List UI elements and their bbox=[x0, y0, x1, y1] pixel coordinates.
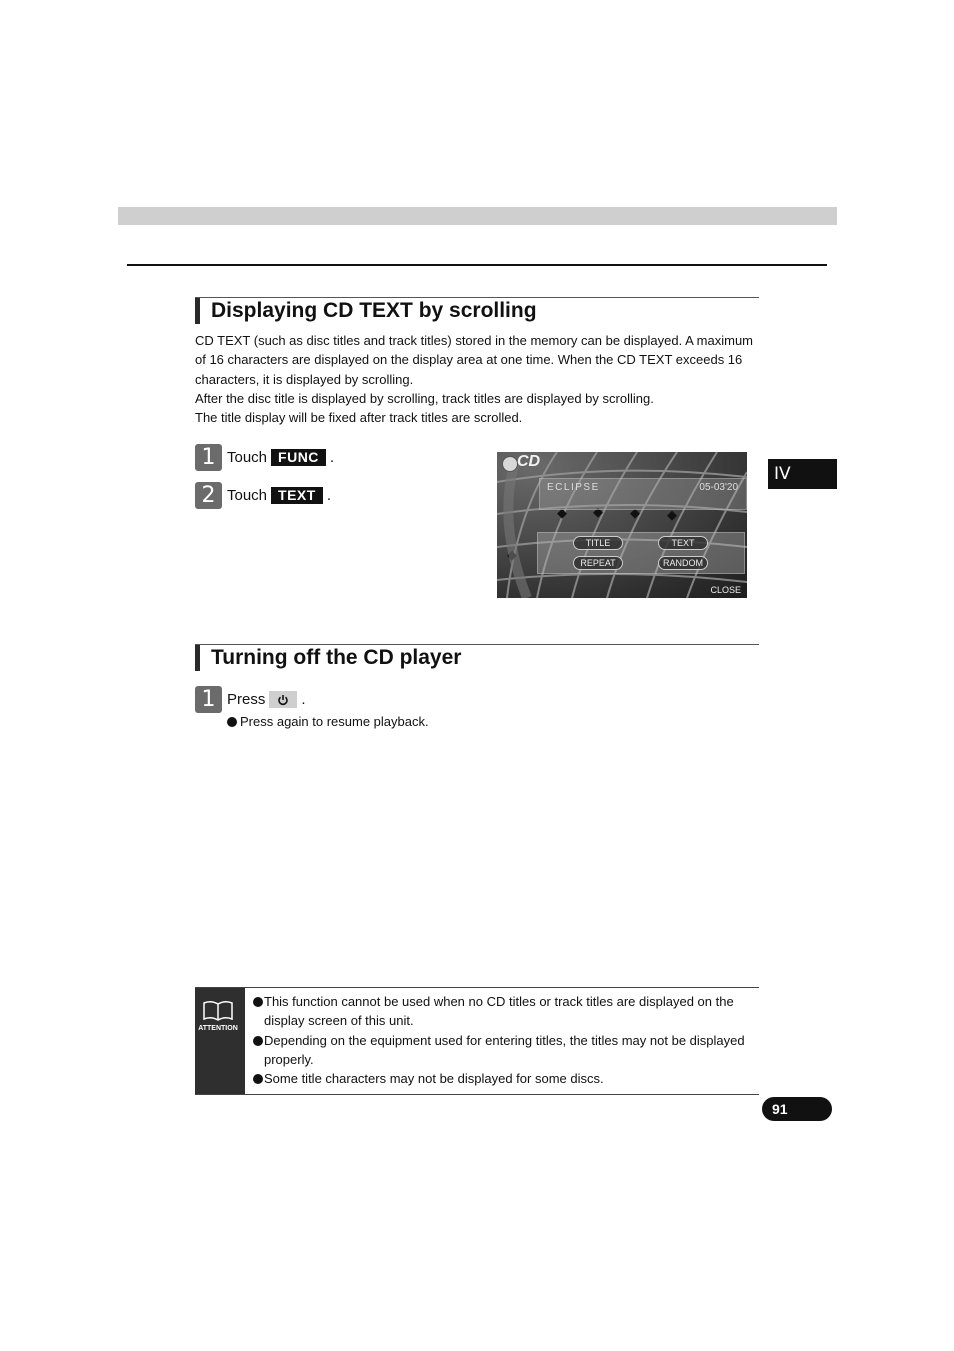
step-number: 1 bbox=[195, 444, 222, 471]
paragraph: CD TEXT (such as disc titles and track titles) stored in the memory can be displayed. A maximum of 16 characters are displayed on the display area at one time. When the CD TEXT exceeds 16 characters, it is displayed by scrolling. bbox=[195, 333, 754, 387]
random-button[interactable]: RANDOM bbox=[658, 556, 708, 570]
paragraph: After the disc title is displayed by scrolling, track titles are displayed by scrolling. bbox=[195, 390, 654, 406]
power-icon bbox=[269, 691, 297, 708]
book-icon bbox=[202, 1000, 234, 1022]
list-item: This function cannot be used when no CD titles or track titles are displayed on the display screen of this unit. bbox=[253, 992, 753, 1031]
disc-title: ECLIPSE bbox=[547, 482, 600, 493]
section-title: Turning off the CD player bbox=[211, 646, 462, 669]
attention-box bbox=[195, 987, 759, 1095]
screen-background-grid bbox=[497, 452, 747, 598]
header-band bbox=[118, 207, 837, 225]
repeat-button[interactable]: REPEAT bbox=[573, 556, 623, 570]
cd-screen-illustration bbox=[497, 452, 747, 598]
text-key: TEXT bbox=[271, 487, 323, 504]
disc-icon bbox=[502, 456, 518, 472]
step-end: . bbox=[326, 487, 331, 504]
step-2-touch-text bbox=[195, 482, 331, 509]
section-heading-cd-text bbox=[195, 297, 759, 326]
step-number: 2 bbox=[195, 482, 222, 509]
heading-bar bbox=[195, 298, 200, 324]
section-title: Displaying CD TEXT by scrolling bbox=[211, 299, 537, 322]
step-1-touch-func bbox=[195, 444, 334, 471]
list-item: Depending on the equipment used for entering titles, the titles may not be displayed properly. bbox=[253, 1031, 753, 1070]
title-button[interactable]: TITLE bbox=[573, 536, 623, 550]
section-description bbox=[195, 331, 765, 427]
step-verb: Touch bbox=[227, 449, 268, 466]
attention-list bbox=[253, 992, 753, 1088]
header-rule bbox=[127, 264, 827, 266]
note-text: Press again to resume playback. bbox=[240, 714, 429, 729]
bullet-icon bbox=[227, 717, 237, 727]
step-1-press-power bbox=[195, 686, 306, 713]
list-item: Some title characters may not be displayed for some discs. bbox=[253, 1069, 753, 1088]
attention-label: ATTENTION bbox=[198, 1025, 238, 1032]
page-number: 91 bbox=[762, 1097, 832, 1121]
step-end: . bbox=[301, 691, 306, 708]
title-display bbox=[539, 478, 747, 510]
resume-note bbox=[227, 714, 429, 729]
func-key: FUNC bbox=[271, 449, 326, 466]
function-panel bbox=[537, 532, 745, 574]
step-verb: Touch bbox=[227, 487, 268, 504]
section-heading-turn-off bbox=[195, 644, 759, 673]
step-verb: Press bbox=[227, 691, 266, 708]
chapter-tab: IV bbox=[768, 459, 837, 489]
close-button[interactable]: CLOSE bbox=[710, 585, 741, 595]
attention-sidebar bbox=[195, 988, 245, 1094]
text-button[interactable]: TEXT bbox=[658, 536, 708, 550]
play-time: 05-03'20 bbox=[699, 482, 738, 493]
step-number: 1 bbox=[195, 686, 222, 713]
paragraph: The title display will be fixed after track titles are scrolled. bbox=[195, 410, 523, 426]
step-end: . bbox=[329, 449, 335, 466]
heading-bar bbox=[195, 645, 200, 671]
screen-mode-label: CD bbox=[517, 453, 541, 470]
